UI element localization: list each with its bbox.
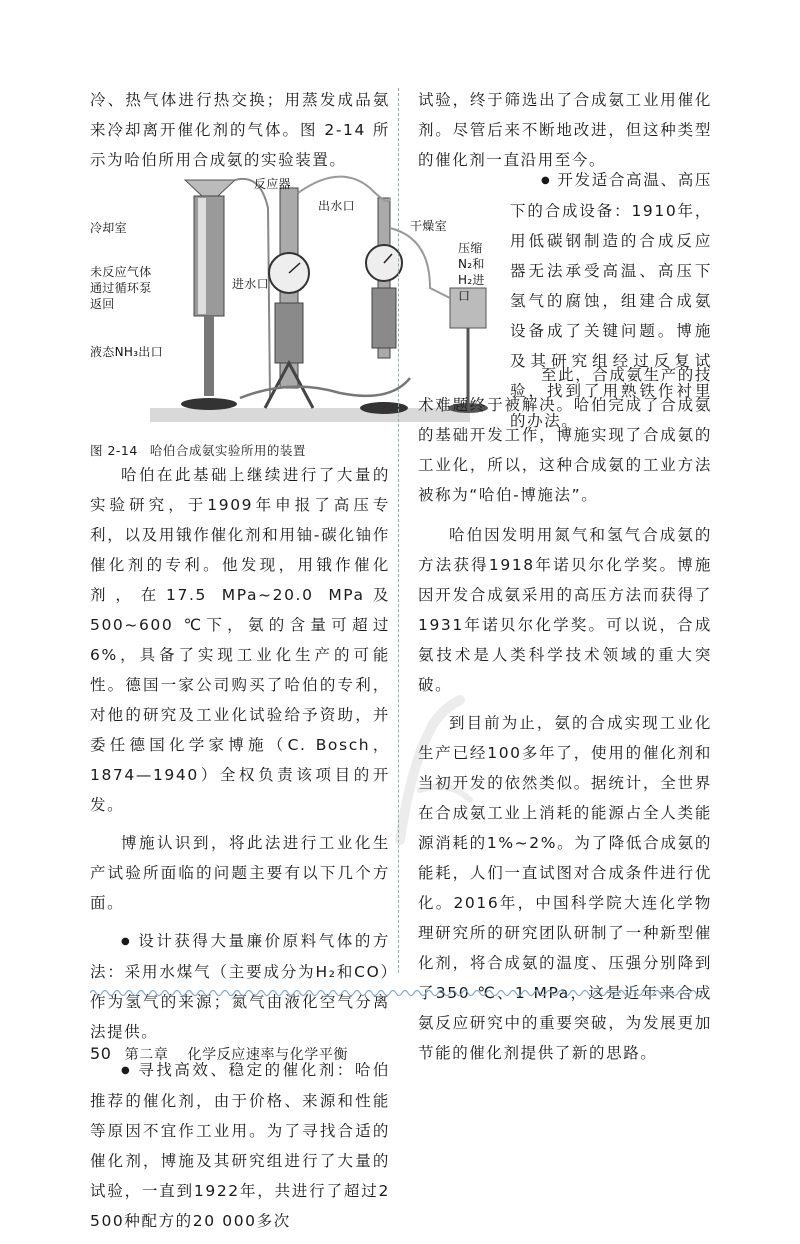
label-cooling-chamber: 冷却室	[90, 221, 127, 235]
paragraph: 试验，终于筛选出了合成氨工业用催化剂。尽管后来不断地改进，但这种类型的催化剂一直沿用至今。	[418, 91, 712, 169]
chapter-title: 化学反应速率与化学平衡	[187, 1047, 349, 1063]
paragraph: 冷、热气体进行热交换；用蒸发成品氨来冷却离开催化剂的气体。图 2-14 所示为哈伯所用合成氨的实验装置。	[90, 91, 390, 169]
left-column-lower	[90, 460, 390, 1244]
bullet-paragraph: ● 设计获得大量廉价原料气体的方法：采用水煤气（主要成分为H₂和CO）作为氢气的来源；氮气由液化空气分离法提供。	[90, 926, 390, 1047]
watermark-brush-icon	[360, 690, 490, 850]
paragraph: 博施认识到，将此法进行工业化生产试验所面临的问题主要有以下几个方面。	[90, 834, 390, 912]
page-number: 50	[90, 1044, 112, 1063]
paragraph: 哈伯在此基础上继续进行了大量的实验研究，于1909年申报了高压专利，以及用锇作催化剂和用铀-碳化铀作催化剂的专利。他发现，用锇作催化剂，在17.5 MPa~20.0 MPa及500~600 ℃下，氨的含量可超过6%，具备了实现工业化生产的可能性。德国一家公司购买了哈伯的专利，对他的研究及工业化试验给予资助，并委任德国化学家博施（C. Bosch，1874—1940）全权负责该项目的开发。	[90, 466, 390, 814]
label-compressed-inlet: 压缩N₂和H₂进口	[458, 241, 485, 303]
chapter-label: 第二章	[124, 1047, 169, 1063]
right-column-conclusion-start	[418, 360, 713, 518]
paragraph: 到目前为止，氨的合成实现工业化生产已经100多年了，使用的催化剂和当初开发的依然类似。据统计，全世界在合成氨工业上消耗的能源占全人类能源消耗的1%~2%。为了降低合成氨的能耗，人们一直试图对合成条件进行优化。2016年，中国科学院大连化学物理研究所的研究团队研制了一种新型催化剂，将合成氨的温度、压强分别降到了350 ℃、1 MPa，这是近年来合成氨反应研究中的重要突破，为发展更加节能的催化剂提供了新的思路。	[418, 714, 712, 1062]
bullet-paragraph: ● 开发适合高温、高压下的合成设备：1910年，用低碳钢制造的合成反应器无法承受高温、高压下氢气的腐蚀，组建合成氨设备成了关键问题。博施及其研究组经过反复试验，找到了用熟铁作衬里的办法。	[510, 165, 712, 436]
label-water-out: 出水口	[318, 199, 355, 213]
paragraph: 至此，合成氨生产的技术难题终于被解决。哈伯完成了合成氨的基础开发工作，博施实现了合成氨的工业化，所以，这种合成氨的工业方法被称为“哈伯-博施法”。	[418, 366, 713, 504]
caption-number: 图 2-14	[90, 443, 138, 458]
label-dryer: 干燥室	[410, 219, 447, 233]
figure-caption	[90, 441, 306, 459]
page-footer	[90, 1044, 348, 1064]
label-water-in: 进水口	[232, 277, 269, 291]
bullet-paragraph: ● 寻找高效、稳定的催化剂：哈伯推荐的催化剂，由于价格、来源和性能等原因不宜作工业用。为了寻找合适的催化剂，博施及其研究组进行了大量的试验，一直到1922年，共进行了超过2 500种配方的20 000多次	[90, 1055, 390, 1236]
label-liquid-nh3: 液态NH₃出口	[90, 345, 163, 359]
wavy-divider	[90, 986, 704, 1000]
label-unreacted-gas: 未反应气体通过循环泵返回	[90, 265, 152, 311]
caption-text: 哈伯合成氨实验所用的装置	[149, 443, 306, 458]
paragraph: 哈伯因发明用氮气和氢气合成氨的方法获得1918年诺贝尔化学奖。博施因开发合成氨采用的高压方法而获得了1931年诺贝尔化学奖。可以说，合成氨技术是人类科学技术领域的重大突破。	[418, 526, 712, 694]
label-reactor: 反应器	[254, 177, 291, 191]
